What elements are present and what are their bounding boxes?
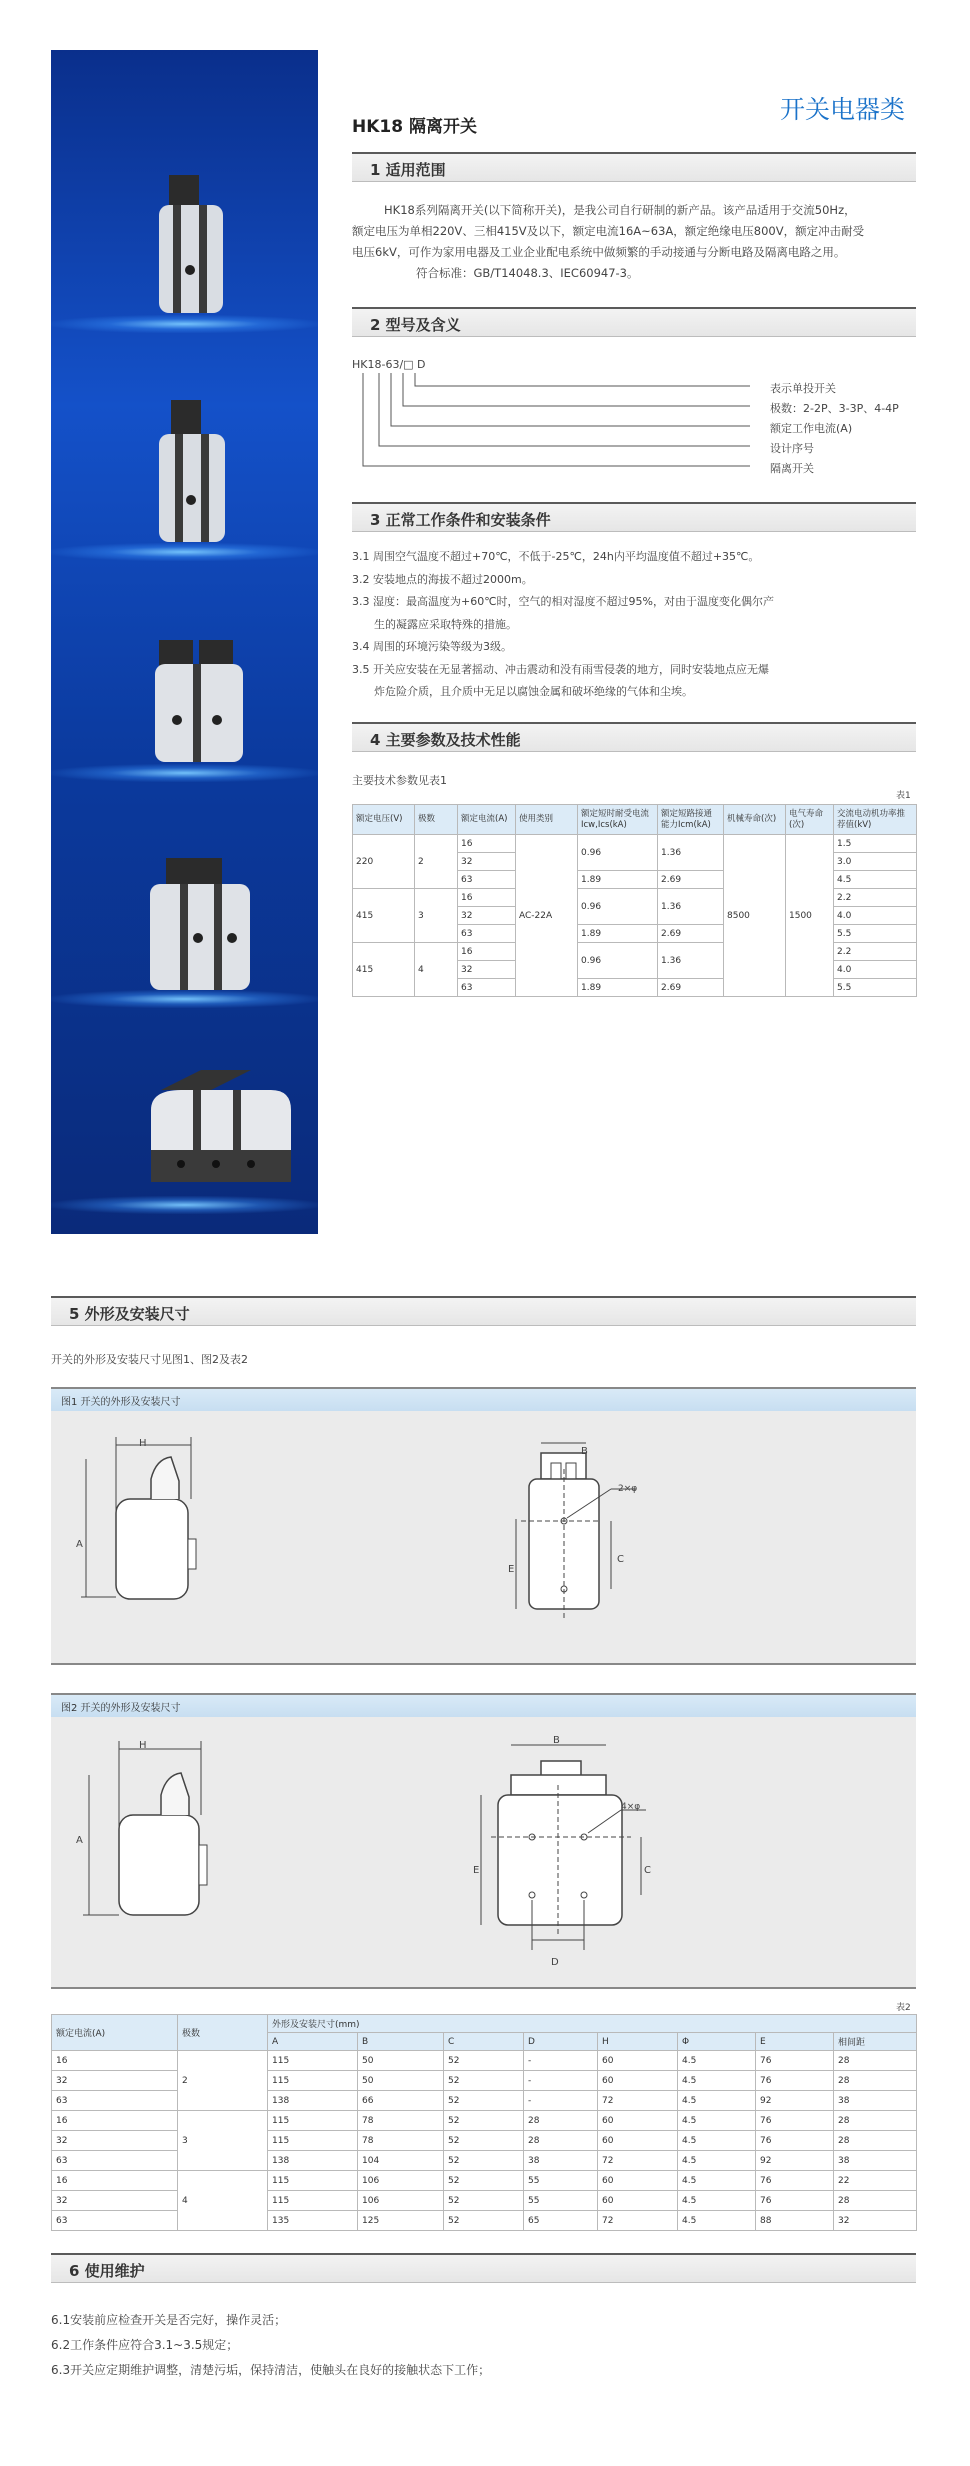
cell-dimension: 4.5 xyxy=(678,2071,756,2091)
light-glow xyxy=(51,764,318,782)
cell-dimension: 104 xyxy=(358,2151,444,2171)
cell-icm: 1.36 xyxy=(658,943,724,979)
cell-current: 16 xyxy=(458,943,516,961)
cell-dimension: 72 xyxy=(598,2091,678,2111)
cell-dimension: 115 xyxy=(268,2171,358,2191)
product-title: HK18 隔离开关 xyxy=(352,117,477,137)
cell-poles: 2 xyxy=(178,2051,268,2111)
table-row xyxy=(353,835,917,853)
cell-poles: 3 xyxy=(178,2111,268,2171)
dim-b: B xyxy=(553,1735,560,1746)
cell-current: 63 xyxy=(52,2211,178,2231)
cell-current: 32 xyxy=(52,2071,178,2091)
cell-dimension: 76 xyxy=(756,2171,834,2191)
cell-dimension: 4.5 xyxy=(678,2111,756,2131)
table-row xyxy=(52,2111,917,2131)
cell-dimension: 38 xyxy=(834,2091,917,2111)
cell-power: 4.5 xyxy=(834,871,917,889)
th: E xyxy=(756,2033,834,2051)
cell-dimension: 50 xyxy=(358,2051,444,2071)
product-image-2p xyxy=(151,400,231,545)
cell-dimension: 28 xyxy=(834,2111,917,2131)
dimension-table xyxy=(51,2014,917,2231)
product-image-panel xyxy=(51,50,318,1234)
cell-dimension: 52 xyxy=(444,2151,524,2171)
cell-current: 32 xyxy=(458,853,516,871)
cell-power: 3.0 xyxy=(834,853,917,871)
dim-c: C xyxy=(617,1554,624,1565)
cell-dimension: 4.5 xyxy=(678,2051,756,2071)
cell-dimension: 78 xyxy=(358,2131,444,2151)
figure-1-front-view xyxy=(491,1429,711,1649)
cell-dimension: 52 xyxy=(444,2131,524,2151)
cell-icm: 1.36 xyxy=(658,835,724,871)
cell-dimension: 135 xyxy=(268,2211,358,2231)
cell-dimension: 115 xyxy=(268,2191,358,2211)
section-4-header: 4 主要参数及技术性能 xyxy=(352,722,916,752)
cell-power: 5.5 xyxy=(834,925,917,943)
cell-power: 2.2 xyxy=(834,943,917,961)
cell-dimension: - xyxy=(524,2091,598,2111)
cell-dimension: 52 xyxy=(444,2071,524,2091)
th: A xyxy=(268,2033,358,2051)
th: C xyxy=(444,2033,524,2051)
dimension-table-body xyxy=(52,2051,917,2231)
cell-dimension: 92 xyxy=(756,2091,834,2111)
cell-dimension: 52 xyxy=(444,2171,524,2191)
cell-dimension: 60 xyxy=(598,2171,678,2191)
table-2-label: 表2 xyxy=(896,2003,911,2013)
cell-dimension: 106 xyxy=(358,2171,444,2191)
cell-icw: 1.89 xyxy=(578,925,658,943)
cell-power: 5.5 xyxy=(834,979,917,997)
cell-dimension: 138 xyxy=(268,2091,358,2111)
meaning-item: 极数：2-2P、3-3P、4-4P xyxy=(770,402,899,415)
figure-2-caption: 图2 开关的外形及安装尺寸 xyxy=(51,1695,916,1717)
cell-dimension: 55 xyxy=(524,2191,598,2211)
cell-dimension: 115 xyxy=(268,2131,358,2151)
cell-dimension: 38 xyxy=(524,2151,598,2171)
figure-1-side-view xyxy=(71,1429,291,1629)
cell-power: 4.0 xyxy=(834,907,917,925)
cell-dimension: - xyxy=(524,2051,598,2071)
th: 交流电动机功率推荐值(kV) xyxy=(834,805,917,835)
cell-voltage: 220 xyxy=(353,835,415,889)
cell-dimension: 60 xyxy=(598,2051,678,2071)
section-2-header: 2 型号及含义 xyxy=(352,307,916,337)
text-line: HK18系列隔离开关(以下简称开关)，是我公司自行研制的新产品。该产品适用于交流50Hz， xyxy=(384,203,856,217)
cell-elec-life: 1500 xyxy=(786,835,834,997)
product-image-3p xyxy=(146,858,256,993)
section-3-body xyxy=(352,546,916,704)
dim-c: C xyxy=(644,1865,651,1876)
text-line: 3.1 周围空气温度不超过+70℃，不低于-25℃，24h内平均温度值不超过+35℃。 xyxy=(352,550,760,563)
cell-icw: 0.96 xyxy=(578,889,658,925)
meaning-item: 表示单投开关 xyxy=(770,382,836,395)
cell-icm: 2.69 xyxy=(658,925,724,943)
cell-power: 1.5 xyxy=(834,835,917,853)
cell-dimension: 55 xyxy=(524,2171,598,2191)
cell-dimension: 65 xyxy=(524,2211,598,2231)
cell-current: 32 xyxy=(52,2191,178,2211)
cell-current: 63 xyxy=(458,979,516,997)
cell-dimension: 72 xyxy=(598,2211,678,2231)
cell-dimension: 76 xyxy=(756,2191,834,2211)
cell-dimension: 50 xyxy=(358,2071,444,2091)
section-5-intro: 开关的外形及安装尺寸见图1、图2及表2 xyxy=(51,1353,248,1366)
section-5-header: 5 外形及安装尺寸 xyxy=(51,1296,916,1326)
cell-dimension: 52 xyxy=(444,2191,524,2211)
cell-current: 16 xyxy=(52,2111,178,2131)
figure-2-side-view xyxy=(71,1735,291,1955)
figure-2 xyxy=(51,1693,916,1989)
cell-dimension: - xyxy=(524,2071,598,2091)
figure-2-front-view xyxy=(456,1735,716,1975)
light-glow xyxy=(51,1196,318,1214)
th: 额定电流(A) xyxy=(458,805,516,835)
cell-dimension: 76 xyxy=(756,2111,834,2131)
cell-icw: 1.89 xyxy=(578,979,658,997)
table-row xyxy=(52,2051,917,2071)
product-image-4p xyxy=(141,1060,296,1190)
dim-h: H xyxy=(139,1740,147,1751)
cell-current: 16 xyxy=(458,889,516,907)
dim-e: E xyxy=(473,1865,480,1876)
cell-dimension: 60 xyxy=(598,2071,678,2091)
th: 外形及安装尺寸(mm) xyxy=(268,2015,917,2033)
th: 额定短时耐受电流Icw,Ics(kA) xyxy=(578,805,658,835)
cell-dimension: 72 xyxy=(598,2151,678,2171)
cell-icm: 2.69 xyxy=(658,871,724,889)
cell-dimension: 66 xyxy=(358,2091,444,2111)
th: B xyxy=(358,2033,444,2051)
cell-dimension: 125 xyxy=(358,2211,444,2231)
cell-power: 4.0 xyxy=(834,961,917,979)
text-line: 额定电压为单相220V、三相415V及以下，额定电流16A~63A，额定绝缘电压800V，额定冲击耐受 xyxy=(352,224,865,238)
cell-dimension: 28 xyxy=(834,2131,917,2151)
cell-mech-life: 8500 xyxy=(724,835,786,997)
th: H xyxy=(598,2033,678,2051)
cell-dimension: 4.5 xyxy=(678,2211,756,2231)
text-line: 3.5 开关应安装在无显著摇动、冲击震动和没有雨雪侵袭的地方，同时安装地点应无爆 xyxy=(352,662,769,676)
text-line: 6.2工作条件应符合3.1~3.5规定； xyxy=(51,2338,239,2352)
light-glow xyxy=(51,543,318,561)
cell-dimension: 4.5 xyxy=(678,2171,756,2191)
cell-current: 63 xyxy=(458,925,516,943)
section-6-header: 6 使用维护 xyxy=(51,2253,916,2283)
cell-dimension: 76 xyxy=(756,2131,834,2151)
th: D xyxy=(524,2033,598,2051)
cell-current: 32 xyxy=(458,907,516,925)
text-line: 6.1安装前应检查开关是否完好，操作灵活； xyxy=(51,2313,287,2327)
meaning-item: 额定工作电流(A) xyxy=(770,422,853,435)
cell-dimension: 4.5 xyxy=(678,2131,756,2151)
cell-dimension: 78 xyxy=(358,2111,444,2131)
cell-poles: 4 xyxy=(415,943,458,997)
cell-dimension: 106 xyxy=(358,2191,444,2211)
model-code: HK18-63/□ D xyxy=(352,358,426,371)
section-1-body xyxy=(352,200,916,284)
text-line: 6.3开关应定期维护调整，清楚污垢，保持清洁，使触头在良好的接触状态下工作； xyxy=(51,2363,491,2377)
cell-voltage: 415 xyxy=(353,889,415,943)
section-1-header: 1 适用范围 xyxy=(352,152,916,182)
section-6-body xyxy=(51,2308,916,2383)
category-title: 开关电器类 xyxy=(780,95,906,124)
cell-dimension: 52 xyxy=(444,2091,524,2111)
figure-1-caption: 图1 开关的外形及安装尺寸 xyxy=(51,1389,916,1411)
cell-current: 32 xyxy=(458,961,516,979)
cell-current: 16 xyxy=(458,835,516,853)
dim-h: H xyxy=(139,1438,147,1449)
section-3-header: 3 正常工作条件和安装条件 xyxy=(352,502,916,532)
cell-dimension: 138 xyxy=(268,2151,358,2171)
cell-poles: 3 xyxy=(415,889,458,943)
cell-voltage: 415 xyxy=(353,943,415,997)
cell-dimension: 115 xyxy=(268,2111,358,2131)
text-line: 生的凝露应采取特殊的措施。 xyxy=(374,617,517,631)
cell-dimension: 28 xyxy=(524,2131,598,2151)
cell-icw: 0.96 xyxy=(578,943,658,979)
cell-dimension: 115 xyxy=(268,2071,358,2091)
cell-icw: 0.96 xyxy=(578,835,658,871)
table-header-row xyxy=(52,2015,917,2033)
table-header-row xyxy=(353,805,917,835)
cell-dimension: 32 xyxy=(834,2211,917,2231)
text-line: 炸危险介质，且介质中无足以腐蚀金属和破坏绝缘的气体和尘埃。 xyxy=(374,685,693,698)
cell-dimension: 60 xyxy=(598,2191,678,2211)
parameter-table xyxy=(352,804,917,997)
dim-d: D xyxy=(551,1957,559,1968)
meaning-item: 隔离开关 xyxy=(770,462,814,475)
model-meanings xyxy=(770,379,899,479)
cell-dimension: 28 xyxy=(834,2071,917,2091)
cell-dimension: 28 xyxy=(834,2191,917,2211)
th: 额定电压(V) xyxy=(353,805,415,835)
model-diagram-lines xyxy=(355,370,755,480)
cell-dimension: 76 xyxy=(756,2071,834,2091)
table-1-label: 表1 xyxy=(896,791,911,801)
product-image-1p xyxy=(151,175,231,315)
cell-dimension: 28 xyxy=(834,2051,917,2071)
cell-dimension: 22 xyxy=(834,2171,917,2191)
cell-dimension: 115 xyxy=(268,2051,358,2071)
meaning-item: 设计序号 xyxy=(770,442,814,455)
th: 电气寿命(次) xyxy=(786,805,834,835)
cell-dimension: 52 xyxy=(444,2211,524,2231)
cell-current: 16 xyxy=(52,2051,178,2071)
table-1-intro: 主要技术参数见表1 xyxy=(352,774,447,787)
figure-1 xyxy=(51,1387,916,1665)
cell-icw: 1.89 xyxy=(578,871,658,889)
th: 机械寿命(次) xyxy=(724,805,786,835)
dim-a: A xyxy=(76,1835,83,1846)
th: 极数 xyxy=(415,805,458,835)
cell-dimension: 28 xyxy=(524,2111,598,2131)
th: 额定短路接通能力Icm(kA) xyxy=(658,805,724,835)
cell-dimension: 52 xyxy=(444,2111,524,2131)
cell-current: 16 xyxy=(52,2171,178,2191)
dim-hole-4: 4×φ xyxy=(621,1802,641,1812)
text-line: 3.2 安装地点的海拔不超过2000m。 xyxy=(352,572,533,586)
cell-icm: 2.69 xyxy=(658,979,724,997)
cell-dimension: 52 xyxy=(444,2051,524,2071)
text-line: 符合标准：GB/T14048.3、IEC60947-3。 xyxy=(416,266,639,280)
text-line: 3.3 湿度：最高温度为+60℃时，空气的相对湿度不超过95%，对由于温度变化偶尔产 xyxy=(352,595,775,608)
cell-poles: 4 xyxy=(178,2171,268,2231)
dim-b: B xyxy=(581,1446,588,1457)
cell-poles: 2 xyxy=(415,835,458,889)
text-line: 3.4 周围的环境污染等级为3级。 xyxy=(352,640,512,653)
text-line: 电压6kV，可作为家用电器及工业企业配电系统中做频繁的手动接通与分断电路及隔离电路之用。 xyxy=(352,245,846,259)
cell-power: 2.2 xyxy=(834,889,917,907)
cell-dimension: 88 xyxy=(756,2211,834,2231)
dim-a: A xyxy=(76,1539,83,1550)
cell-dimension: 4.5 xyxy=(678,2151,756,2171)
light-glow xyxy=(51,315,318,333)
cell-dimension: 60 xyxy=(598,2131,678,2151)
table-row xyxy=(52,2171,917,2191)
product-image-2p-front xyxy=(151,640,251,765)
th: 极数 xyxy=(178,2015,268,2051)
cell-dimension: 4.5 xyxy=(678,2191,756,2211)
cell-current: 63 xyxy=(52,2091,178,2111)
cell-dimension: 4.5 xyxy=(678,2091,756,2111)
th: 使用类别 xyxy=(516,805,578,835)
cell-current: 32 xyxy=(52,2131,178,2151)
cell-dimension: 76 xyxy=(756,2051,834,2071)
cell-current: 63 xyxy=(458,871,516,889)
th: 额定电流(A) xyxy=(52,2015,178,2051)
cell-dimension: 38 xyxy=(834,2151,917,2171)
cell-dimension: 60 xyxy=(598,2111,678,2131)
cell-icm: 1.36 xyxy=(658,889,724,925)
dim-e: E xyxy=(508,1564,515,1575)
cell-current: 63 xyxy=(52,2151,178,2171)
dim-hole-2: 2×φ xyxy=(618,1484,638,1494)
cell-category: AC-22A xyxy=(516,835,578,997)
th: 相间距 xyxy=(834,2033,917,2051)
th: Φ xyxy=(678,2033,756,2051)
cell-dimension: 92 xyxy=(756,2151,834,2171)
